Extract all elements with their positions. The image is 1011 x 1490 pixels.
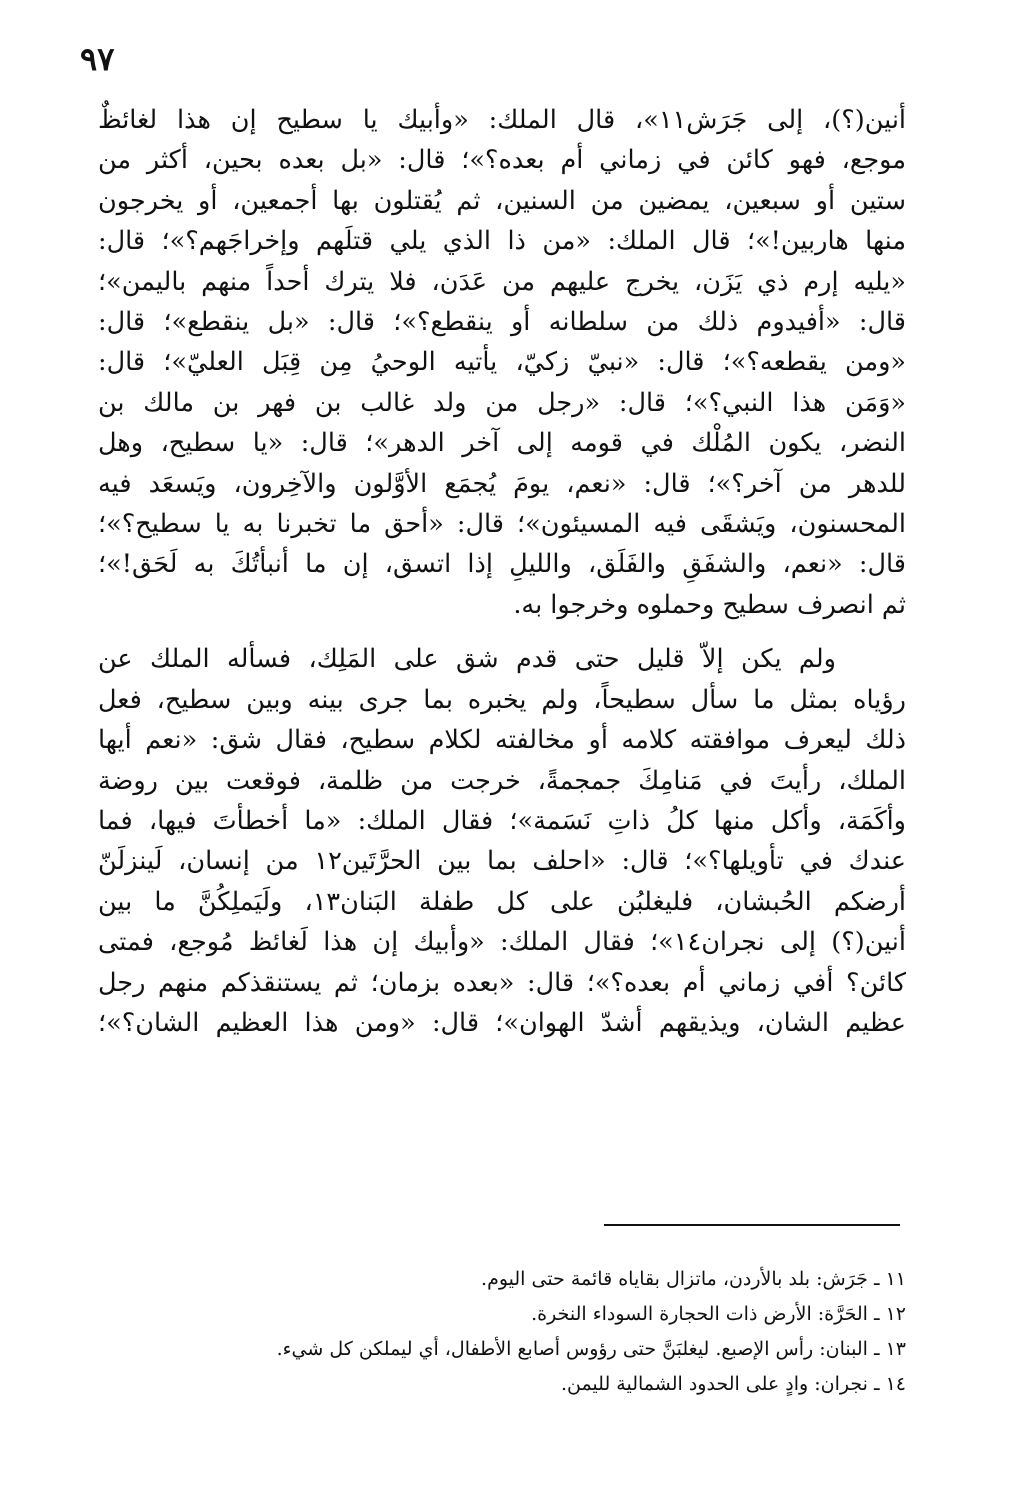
text-line: قال: «أفيدوم ذلك من سلطانه أو ينقطع؟»؛ قال: «بل ينقطع»؛ قال: — [98, 307, 906, 338]
text-line: ستين أو سبعين، يمضين من السنين، ثم يُقتلون بها أجمعين، أو يخرجون — [98, 185, 906, 216]
footnote-14: ١٤ ـ نجران: وادٍ على الحدود الشمالية لليمن. — [560, 1373, 906, 1395]
footnote-11: ١١ ـ جَرَش: بلد بالأردن، ماتزال بقاياه قائمة حتى اليوم. — [481, 1268, 906, 1290]
text-line: وأكَمَة، وأكل منها كلُ ذاتِ نَسَمة»؛ فقال الملك: «ما أخطأتَ فيها، فما — [98, 805, 906, 836]
text-line: «وَمَن هذا النبي؟»؛ قال: «رجل من ولد غالب بن فهر بن مالك بن — [98, 387, 906, 418]
footnote-13: ١٣ ـ البنان: رأس الإصبع. ليغلبَنَّ حتى رؤوس أصابع الأطفال، أي ليملكن كل شيء. — [276, 1338, 906, 1360]
text-line: كائن؟ أفي زماني أم بعده؟»؛ قال: «بعده بزمان؛ ثم يستنقذكم منهم رجل — [98, 967, 906, 998]
text-line: أنين(؟)، إلى جَرَش١١»، قال الملك: «وأبيك يا سطيح إن هذا لغائظٌ — [98, 105, 907, 135]
footnote-separator — [604, 1224, 900, 1226]
text-line: موجع، فهو كائن في زماني أم بعده؟»؛ قال: «بل بعده بحين، أكثر من — [98, 145, 906, 176]
text-line: عظيم الشان، ويذيقهم أشدّ الهوان»؛ قال: «ومن هذا العظيم الشان؟»؛ — [98, 1007, 906, 1038]
text-line: عندك في تأويلها؟»؛ قال: «احلف بما بين الحرَّتَين١٢ من إنسان، لَينزلَنّ — [98, 846, 906, 877]
text-line: ثم انصرف سطيح وحملوه وخرجوا به. — [513, 589, 906, 620]
text-line: رؤياه بمثل ما سأل سطيحاً، ولم يخبره بما جرى بينه وبين سطيح، فعل — [98, 684, 906, 715]
body-text — [98, 100, 906, 1043]
footnotes — [98, 1262, 906, 1402]
text-line: أنين(؟) إلى نجران١٤»؛ فقال الملك: «وأبيك إن هذا لَغائظ مُوجع، فمتى — [98, 927, 906, 958]
text-line: ولم يكن إلاّ قليل حتى قدم شق على المَلِك، فسأله الملك عن — [98, 644, 836, 675]
footnote-12: ١٢ ـ الحَرَّة: الأرض ذات الحجارة السوداء النخرة. — [531, 1303, 906, 1325]
text-line: «ومن يقطعه؟»؛ قال: «نبيّ زكيّ، يأتيه الوحيُ مِن قِبَل العليّ»؛ قال: — [98, 347, 906, 378]
page-number: ٩٧ — [80, 40, 115, 78]
text-line: أرضكم الحُبشان، فليغلبُن على كل طفلة البَنان١٣، ولَيَملِكُنَّ ما بين — [98, 886, 906, 917]
text-line: ذلك ليعرف موافقته كلامه أو مخالفته لكلام سطيح، فقال شق: «نعم أيها — [98, 725, 906, 756]
paragraph-2 — [98, 639, 906, 1043]
text-line: «يليه إرم ذي يَزَن، يخرج عليهم من عَدَن، فلا يترك أحداً منهم باليمن»؛ — [98, 266, 906, 297]
paragraph-1 — [98, 100, 906, 625]
text-line: للدهر من آخر؟»؛ قال: «نعم، يومَ يُجمَع الأوَّلون والآخِرون، ويَسعَد فيه — [98, 468, 906, 499]
text-line: منها هاربين!»؛ قال الملك: «من ذا الذي يلي قتلَهم وإخراجَهم؟»؛ قال: — [98, 226, 906, 257]
text-line: المحسنون، ويَشقَى فيه المسيئون»؛ قال: «أحق ما تخبرنا به يا سطيح؟»؛ — [98, 509, 906, 540]
text-line: قال: «نعم، والشفَقِ والفَلَق، والليلِ إذا اتسق، إن ما أنبأتُكَ به لَحَق!»؛ — [98, 549, 906, 580]
text-line: النضر، يكون المُلْك في قومه إلى آخر الدهر»؛ قال: «يا سطيح، وهل — [98, 428, 906, 459]
text-line: الملك، رأيتَ في مَنامِكَ جمجمةً، خرجت من ظلمة، فوقعت بين روضة — [98, 765, 906, 796]
